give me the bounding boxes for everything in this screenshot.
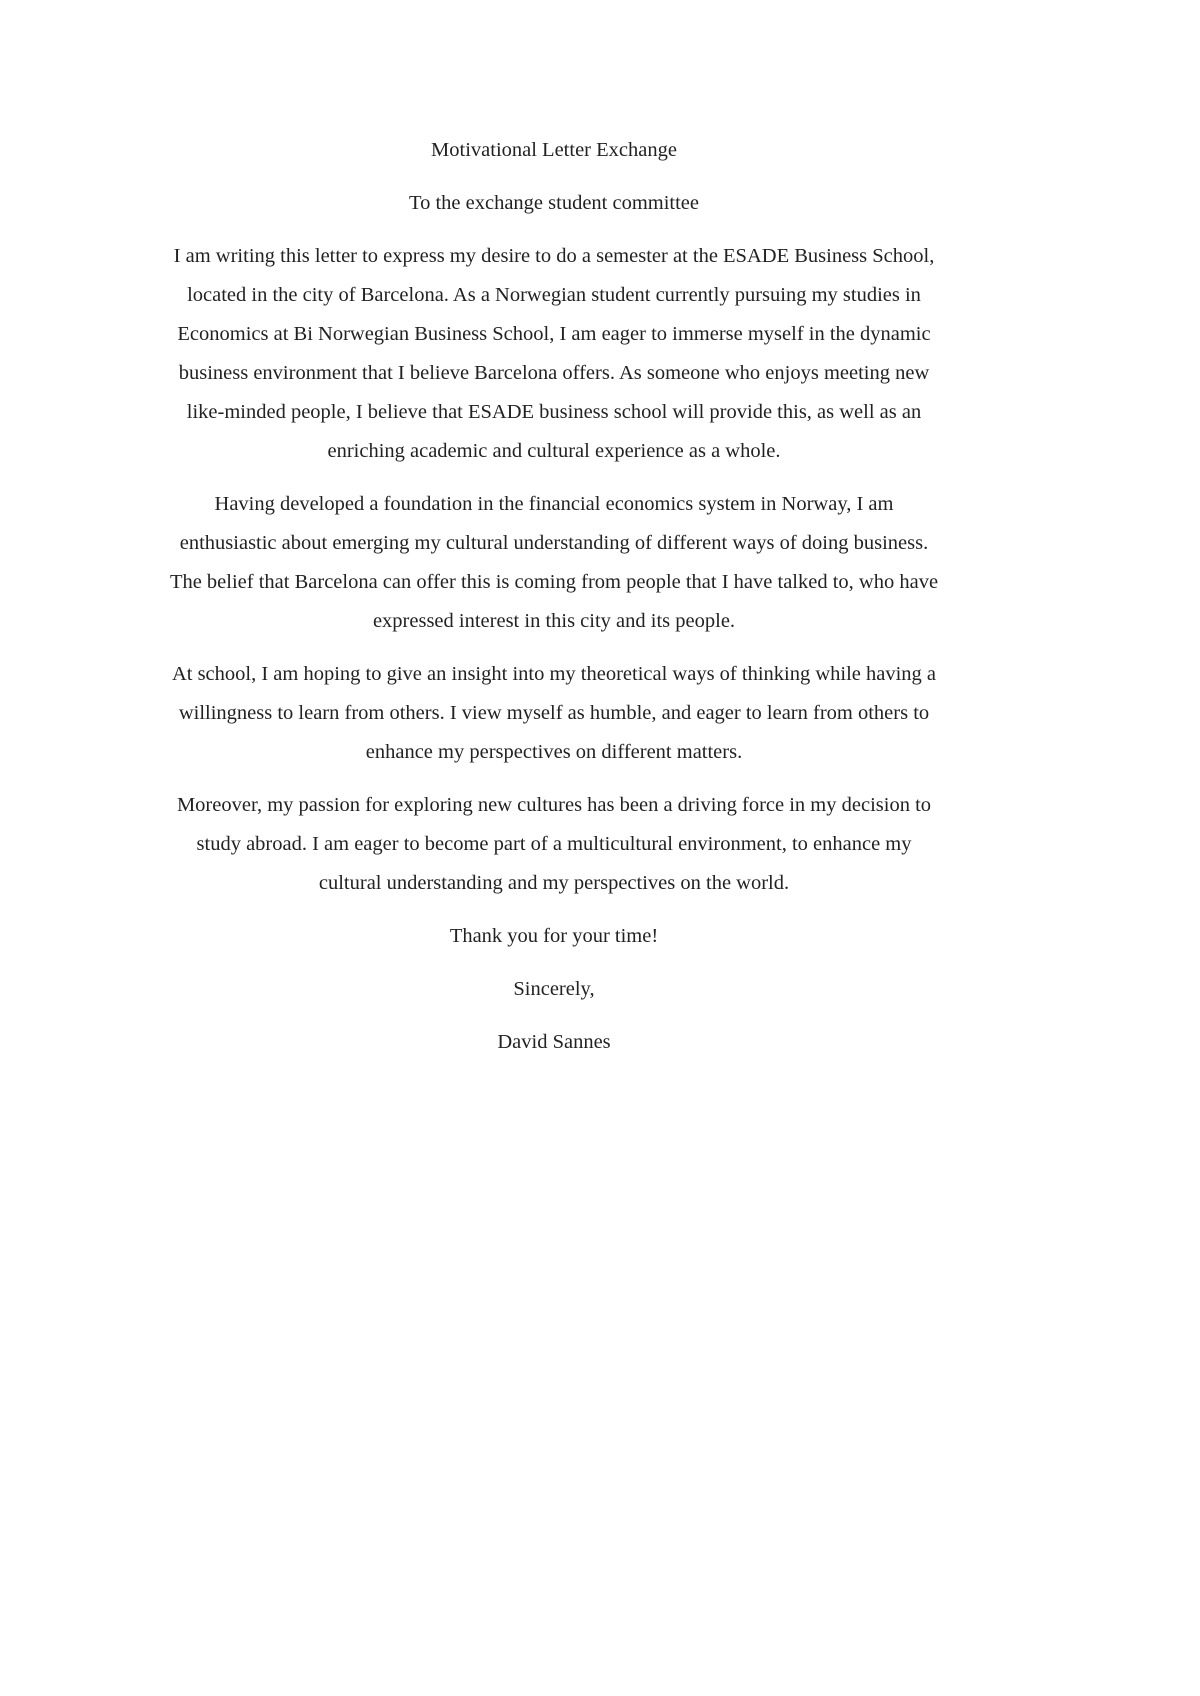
paragraph-line: Economics at Bi Norwegian Business School, I am eager to immerse myself in the dynamic: [177, 323, 931, 345]
paragraph-line: The belief that Barcelona can offer this is coming from people that I have talked to, who have: [169, 571, 939, 593]
paragraph-line: enriching academic and cultural experience as a whole.: [327, 440, 781, 462]
paragraph-line: I am writing this letter to express my desire to do a semester at the ESADE Business School,: [173, 245, 935, 267]
paragraph-line: expressed interest in this city and its people.: [372, 610, 736, 632]
letter-body: [110, 131, 998, 1062]
closing-block: [110, 970, 998, 1009]
salutation: To the exchange student committee: [408, 192, 700, 214]
paragraph-2: [110, 485, 998, 641]
salutation-block: [110, 184, 998, 223]
thanks-block: [110, 917, 998, 956]
paragraph-line: enthusiastic about emerging my cultural understanding of different ways of doing business.: [179, 532, 929, 554]
paragraph-line: Having developed a foundation in the financial economics system in Norway, I am: [214, 493, 894, 515]
paragraph-1: [110, 237, 998, 471]
signature-block: [110, 1023, 998, 1062]
letter-title-block: [110, 131, 998, 170]
thanks-line: Thank you for your time!: [449, 925, 659, 947]
paragraph-line: study abroad. I am eager to become part of a multicultural environment, to enhance my: [196, 833, 912, 855]
paragraph-line: located in the city of Barcelona. As a Norwegian student currently pursuing my studies in: [187, 284, 921, 306]
paragraph-line: willingness to learn from others. I view myself as humble, and eager to learn from others to: [178, 702, 930, 724]
closing-line: Sincerely,: [513, 978, 595, 1000]
signature-name: David Sannes: [497, 1031, 611, 1053]
paragraph-line: cultural understanding and my perspectives on the world.: [318, 872, 790, 894]
paragraph-line: enhance my perspectives on different matters.: [365, 741, 743, 763]
paragraph-line: Moreover, my passion for exploring new cultures has been a driving force in my decision to: [176, 794, 932, 816]
paragraph-line: At school, I am hoping to give an insight into my theoretical ways of thinking while having a: [171, 663, 937, 685]
paragraph-line: business environment that I believe Barcelona offers. As someone who enjoys meeting new: [178, 362, 930, 384]
paragraph-line: like-minded people, I believe that ESADE business school will provide this, as well as an: [186, 401, 922, 423]
paragraph-4: [110, 786, 998, 903]
letter-title: Motivational Letter Exchange: [431, 139, 677, 161]
paragraph-3: [110, 655, 998, 772]
